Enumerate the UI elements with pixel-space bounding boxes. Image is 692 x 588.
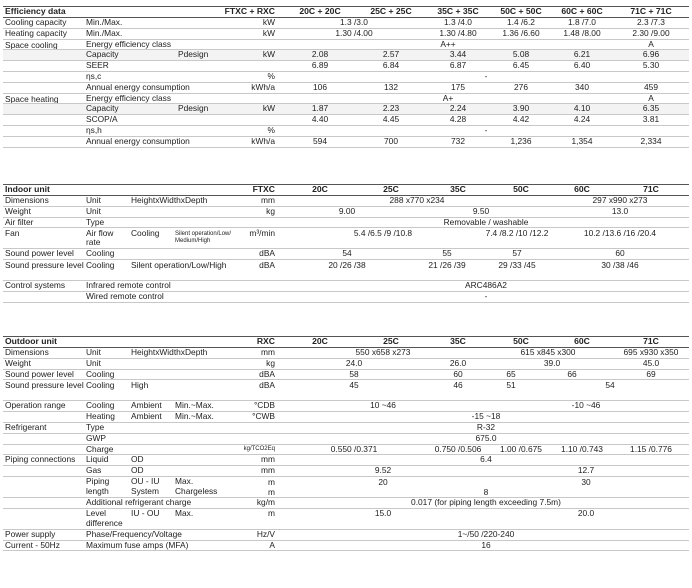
row-unit: °CDB <box>253 400 275 411</box>
row-unit: kW <box>262 49 275 60</box>
cell-value: 1.10 /0.743 <box>561 443 603 454</box>
row-sublabel: Max. <box>175 508 194 519</box>
cell-value: 4.28 <box>449 114 467 125</box>
indoor-header-row <box>3 184 689 196</box>
cell-value: 1.15 /0.776 <box>630 443 672 454</box>
row-unit: dBA <box>259 380 275 391</box>
row-sublabel: Level difference <box>86 508 123 528</box>
cell-value: 2.3 /7.3 <box>637 17 665 28</box>
row-sublabel: Cooling <box>86 259 115 270</box>
cell-value: 1.3 /3.0 <box>340 17 368 28</box>
cell-value: 2.30 /9.00 <box>632 27 670 38</box>
cell-value: 7.4 /8.2 /10 /12.2 <box>485 228 549 239</box>
cell-value: 594 <box>313 135 327 146</box>
col-header: 50C + 50C <box>500 6 542 17</box>
row-sublabel: Energy efficiency class <box>86 38 172 49</box>
row-label: Power supply <box>5 528 56 539</box>
efficiency-title: Efficiency data <box>5 6 66 17</box>
row-sublabel: Annual energy consumption <box>86 135 190 146</box>
cell-value: 12.7 <box>577 465 595 476</box>
row-sublabel: SEER <box>86 60 109 71</box>
cell-value: 46 <box>453 380 463 391</box>
cell-value: 54 <box>605 380 615 391</box>
cell-value: 459 <box>644 81 658 92</box>
space-cooling-group <box>3 40 689 94</box>
col-header: 35C + 35C <box>437 6 479 17</box>
cell-value: 1.3 /4.0 <box>444 17 472 28</box>
row-label: Sound pressure level <box>5 260 84 271</box>
cell-value: 2.57 <box>382 49 400 60</box>
row-sublabel: Cooling <box>86 400 115 411</box>
group-label: Space cooling <box>5 39 58 50</box>
row-sublabel: Max. Chargeless <box>175 476 218 496</box>
cell-value: 1.4 /6.2 <box>507 17 535 28</box>
cell-value: 4.10 <box>573 103 591 114</box>
row-sublabel: Wired remote control <box>86 291 164 302</box>
cell-value: -15 ~18 <box>471 411 501 422</box>
cell-value: 10 ~46 <box>370 400 396 411</box>
cell-value: 51 <box>506 380 516 391</box>
cell-value: 2.24 <box>449 103 467 114</box>
cell-value: 1.8 /7.0 <box>568 17 596 28</box>
outdoor-title: Outdoor unit <box>5 336 58 347</box>
cell-value: 60 <box>453 368 463 379</box>
outdoor-additional-charge-row <box>3 498 689 509</box>
row-sublabel: Gas <box>86 465 102 476</box>
row-label: Sound power level <box>5 368 74 379</box>
row-unit: dBA <box>259 368 275 379</box>
cell-value: 4.40 <box>311 114 329 125</box>
row-label: Dimensions <box>5 347 49 358</box>
row-sublabel: Energy efficiency class <box>86 92 172 103</box>
col-header: 35C <box>450 336 466 347</box>
row-sublabel: SCOP/A <box>86 114 118 125</box>
cell-value: 6.84 <box>382 60 400 71</box>
cell-value: 615 x845 x300 <box>520 347 576 358</box>
row-unit: dBA <box>259 248 275 259</box>
row-unit: kW <box>262 27 275 38</box>
col-header: 71C + 71C <box>630 6 672 17</box>
row-label: Operation range <box>5 400 66 411</box>
cell-value: 675.0 <box>475 432 497 443</box>
col-header: 50C <box>513 336 529 347</box>
outdoor-sound-power-row <box>3 370 689 381</box>
cell-value: 6.87 <box>449 60 467 71</box>
row-sublabel: Min.~Max. <box>175 400 214 411</box>
col-header: 25C + 25C <box>370 6 412 17</box>
row-sublabel: Cooling <box>131 228 160 239</box>
cell-value: 55 <box>442 248 452 259</box>
col-header: 20C <box>312 336 328 347</box>
cell-value: 175 <box>451 81 465 92</box>
row-unit: Hz/V <box>256 528 275 539</box>
row-unit: °CWB <box>252 411 275 422</box>
row-sublabel: Pdesign <box>178 103 209 114</box>
row-label: Weight <box>5 205 31 216</box>
sc-seer-row <box>3 61 689 72</box>
row-sublabel: Piping length <box>86 476 110 496</box>
outdoor-gwp-row <box>3 434 689 445</box>
row-sublabel: Ambient <box>131 400 162 411</box>
indoor-sound-power-row <box>3 249 689 260</box>
cell-value: 16 <box>481 539 491 550</box>
outdoor-model-header: RXC <box>256 336 275 347</box>
cell-value: 6.45 <box>512 60 530 71</box>
row-unit: kg <box>266 357 275 368</box>
row-sublabel: Charge <box>86 443 114 454</box>
row-sublabel: Annual energy consumption <box>86 81 190 92</box>
cell-value: - <box>484 291 488 302</box>
cell-value: 6.4 <box>480 454 492 465</box>
cell-value: 1.00 /0.675 <box>500 443 542 454</box>
row-label: Piping connections <box>5 454 76 465</box>
row-sublabel: Ambient <box>131 411 162 422</box>
row-label: Air filter <box>5 216 34 227</box>
cell-value: 106 <box>313 81 327 92</box>
cell-value: 132 <box>384 81 398 92</box>
cell-value: 2.23 <box>382 103 400 114</box>
cell-value: 288 x770 x234 <box>389 195 445 206</box>
cell-value: 24.0 <box>345 357 363 368</box>
cell-value: 4.42 <box>512 114 530 125</box>
col-header: 20C + 20C <box>299 6 341 17</box>
cell-value: 1~/50 /220-240 <box>457 528 515 539</box>
group-label: Space heating <box>5 93 59 104</box>
cell-value: 3.81 <box>642 114 660 125</box>
col-header: 20C <box>312 184 328 195</box>
cell-value: 0.017 (for piping length exceeding 7.5m) <box>411 497 561 508</box>
row-sublabel: OU - IU System <box>131 476 160 496</box>
row-sublabel: Unit <box>86 195 101 206</box>
cell-value: 57 <box>512 248 522 259</box>
cell-value: 1.36 /6.60 <box>502 27 540 38</box>
row-sublabel: Heating <box>86 411 115 422</box>
row-unit: mm <box>261 454 275 465</box>
row-sublabel: Cooling <box>86 380 115 391</box>
efficiency-section <box>3 6 689 148</box>
cell-value: 13.0 <box>611 205 629 216</box>
indoor-weight-row <box>3 207 689 218</box>
row-sublabel: Cooling <box>86 248 115 259</box>
cell-value: 550 x658 x273 <box>355 347 411 358</box>
cell-value: 15.0 <box>374 508 392 519</box>
cell-value: R-32 <box>476 422 496 433</box>
cell-value: 65 <box>506 368 516 379</box>
outdoor-level-difference-row <box>3 509 689 530</box>
row-unit: kg <box>266 205 275 216</box>
row-sublabel: High <box>131 380 149 391</box>
cell-value: 21 /26 /39 <box>428 259 466 270</box>
row-unit: kg/TCO2Eq <box>243 445 275 452</box>
cell-value: 60 <box>615 248 625 259</box>
cell-value: A <box>648 92 654 103</box>
indoor-fan-row <box>3 228 689 249</box>
cell-value: - <box>484 71 488 82</box>
cell-value: 30 /38 /46 <box>601 259 639 270</box>
cell-value: 700 <box>384 135 398 146</box>
row-sublabel: Min./Max. <box>86 17 123 28</box>
row-label: Sound pressure level <box>5 380 84 391</box>
cell-value: 297 x990 x273 <box>592 195 648 206</box>
cell-value: 5.4 /6.5 /9 /10.8 <box>353 228 413 239</box>
col-header: 71C <box>643 184 659 195</box>
row-sublabel: Additional refrigerant charge <box>86 497 192 508</box>
row-sublabel: Silent operation/Low/ Medium/High <box>175 231 232 245</box>
cell-value: 0.550 /0.371 <box>330 443 378 454</box>
row-sublabel: Type <box>86 216 105 227</box>
row-sublabel: Phase/Frequency/Voltage <box>86 528 182 539</box>
row-unit: m <box>268 508 275 519</box>
row-sublabel: OD <box>131 465 144 476</box>
row-unit: % <box>267 125 275 136</box>
cell-value: 4.45 <box>382 114 400 125</box>
cell-value: 0.750 /0.506 <box>434 443 482 454</box>
cell-value: 3.90 <box>512 103 530 114</box>
cell-value: 10.2 /13.6 /16 /20.4 <box>583 228 657 239</box>
cell-value: 8 <box>483 486 489 497</box>
sh-annual-row <box>3 137 689 148</box>
row-sublabel: OD <box>131 454 144 465</box>
indoor-model-header: FTXC <box>252 184 275 195</box>
row-sublabel: Maximum fuse amps (MFA) <box>86 539 189 550</box>
cell-value: 1,236 <box>510 135 532 146</box>
cell-value: 9.52 <box>374 465 392 476</box>
cell-value: 69 <box>646 368 656 379</box>
indoor-air-filter-row <box>3 218 689 229</box>
cell-value: 45 <box>349 380 359 391</box>
row-sublabel: Liquid <box>86 454 109 465</box>
row-unit: kWh/a <box>251 135 275 146</box>
row-unit: kW <box>262 103 275 114</box>
cell-value: 20 /26 /38 <box>328 259 366 270</box>
row-unit: % <box>267 71 275 82</box>
row-sublabel: GWP <box>86 432 107 443</box>
cell-value: 66 <box>567 368 577 379</box>
row-label: Control systems <box>5 280 66 291</box>
row-sublabel: Min./Max. <box>86 27 123 38</box>
row-sublabel: Silent operation/Low/High <box>131 259 227 270</box>
row-sublabel: Infrared remote control <box>86 280 171 291</box>
row-sublabel: Unit <box>86 347 101 358</box>
col-header: 60C + 60C <box>561 6 603 17</box>
cell-value: 5.30 <box>642 60 660 71</box>
col-header: 71C <box>643 336 659 347</box>
row-unit: m <box>268 486 275 497</box>
row-label: Fan <box>5 228 20 239</box>
row-sublabel: Capacity <box>86 103 119 114</box>
row-sublabel: Unit <box>86 205 101 216</box>
row-sublabel: Unit <box>86 357 101 368</box>
col-header: 25C <box>383 336 399 347</box>
heating-capacity-row <box>3 29 689 40</box>
cell-value: 1.48 /8.00 <box>563 27 601 38</box>
row-label: Dimensions <box>5 195 49 206</box>
efficiency-model-header: FTXC + RXC <box>224 6 275 17</box>
cell-value: 695 x930 x350 <box>623 347 679 358</box>
cell-value: - <box>484 125 488 136</box>
cell-value: 39.0 <box>543 357 561 368</box>
outdoor-power-supply-row <box>3 530 689 541</box>
indoor-sound-pressure-row <box>3 260 689 281</box>
indoor-wired-control-row <box>3 292 689 303</box>
cell-value: 3.44 <box>449 49 467 60</box>
cell-value: 6.21 <box>573 49 591 60</box>
row-label: Refrigerant <box>5 422 47 433</box>
cell-value: 20.0 <box>577 508 595 519</box>
cell-value: 5.08 <box>512 49 530 60</box>
space-heating-group <box>3 94 689 148</box>
row-sublabel: HeightxWidthxDepth <box>131 347 208 358</box>
cell-value: 1,354 <box>571 135 593 146</box>
row-label: Weight <box>5 357 31 368</box>
cell-value: ARC486A2 <box>465 280 507 291</box>
cell-value: 30 <box>581 476 591 487</box>
sc-annual-row <box>3 83 689 94</box>
outdoor-current-row <box>3 541 689 552</box>
cell-value: 1.30 /4.80 <box>439 27 477 38</box>
outdoor-gas-row <box>3 466 689 477</box>
cell-value: 732 <box>451 135 465 146</box>
row-sublabel: Pdesign <box>178 49 209 60</box>
row-sublabel: Min.~Max. <box>175 411 214 422</box>
row-sublabel: Cooling <box>86 368 115 379</box>
row-label: Sound power level <box>5 248 74 259</box>
cell-value: 20 <box>378 476 388 487</box>
row-sublabel: Air flow rate <box>86 227 114 248</box>
cell-value: 2.08 <box>311 49 329 60</box>
cell-value: -10 ~46 <box>571 400 601 411</box>
row-unit: kW <box>262 17 275 28</box>
indoor-title: Indoor unit <box>5 184 50 195</box>
outdoor-section <box>3 336 689 551</box>
row-label: Heating capacity <box>5 27 67 38</box>
outdoor-piping-length-row <box>3 477 689 498</box>
cell-value: 26.0 <box>449 357 467 368</box>
cell-value: A <box>648 38 654 49</box>
cell-value: 276 <box>514 81 528 92</box>
cell-value: 340 <box>575 81 589 92</box>
row-sublabel: ηs,h <box>86 125 102 136</box>
cell-value: 2,334 <box>640 135 662 146</box>
cell-value: 54 <box>342 248 352 259</box>
cell-value: 29 /33 /45 <box>498 259 536 270</box>
row-unit: A <box>269 539 275 550</box>
col-header: 60C <box>574 184 590 195</box>
col-header: 35C <box>450 184 466 195</box>
cell-value: 58 <box>349 368 359 379</box>
cell-value: 1.87 <box>311 103 329 114</box>
row-unit: kWh/a <box>251 81 275 92</box>
row-unit: m <box>268 476 275 487</box>
cell-value: A+ <box>442 92 454 103</box>
row-label: Current - 50Hz <box>5 539 60 550</box>
row-unit: kg/m <box>256 497 275 508</box>
indoor-section <box>3 184 689 303</box>
row-sublabel: Type <box>86 422 105 433</box>
cell-value: 4.24 <box>573 114 591 125</box>
cell-value: Removable / washable <box>443 216 529 227</box>
col-header: 50C <box>513 184 529 195</box>
row-unit: mm <box>261 347 275 358</box>
cell-value: 45.0 <box>642 357 660 368</box>
row-unit: m³/min <box>249 228 275 239</box>
row-sublabel: IU - OU <box>131 508 160 519</box>
row-unit: mm <box>261 465 275 476</box>
outdoor-header-row <box>3 336 689 348</box>
sh-scop-row <box>3 115 689 126</box>
cell-value: 6.89 <box>311 60 329 71</box>
cell-value: 1.30 /4.00 <box>335 27 373 38</box>
row-unit: dBA <box>259 259 275 270</box>
row-sublabel: Capacity <box>86 49 119 60</box>
outdoor-sound-pressure-row <box>3 380 689 401</box>
cell-value: A++ <box>440 38 456 49</box>
cell-value: 9.00 <box>338 205 356 216</box>
row-unit: mm <box>261 195 275 206</box>
cell-value: 9.50 <box>472 205 490 216</box>
col-header: 25C <box>383 184 399 195</box>
cell-value: 6.35 <box>642 103 660 114</box>
row-sublabel: ηs,c <box>86 71 102 82</box>
row-label: Cooling capacity <box>5 17 67 28</box>
outdoor-op-heating-row <box>3 412 689 423</box>
col-header: 60C <box>574 336 590 347</box>
cell-value: 6.40 <box>573 60 591 71</box>
row-sublabel: HeightxWidthxDepth <box>131 195 208 206</box>
outdoor-weight-row <box>3 359 689 370</box>
cell-value: 6.96 <box>642 49 660 60</box>
